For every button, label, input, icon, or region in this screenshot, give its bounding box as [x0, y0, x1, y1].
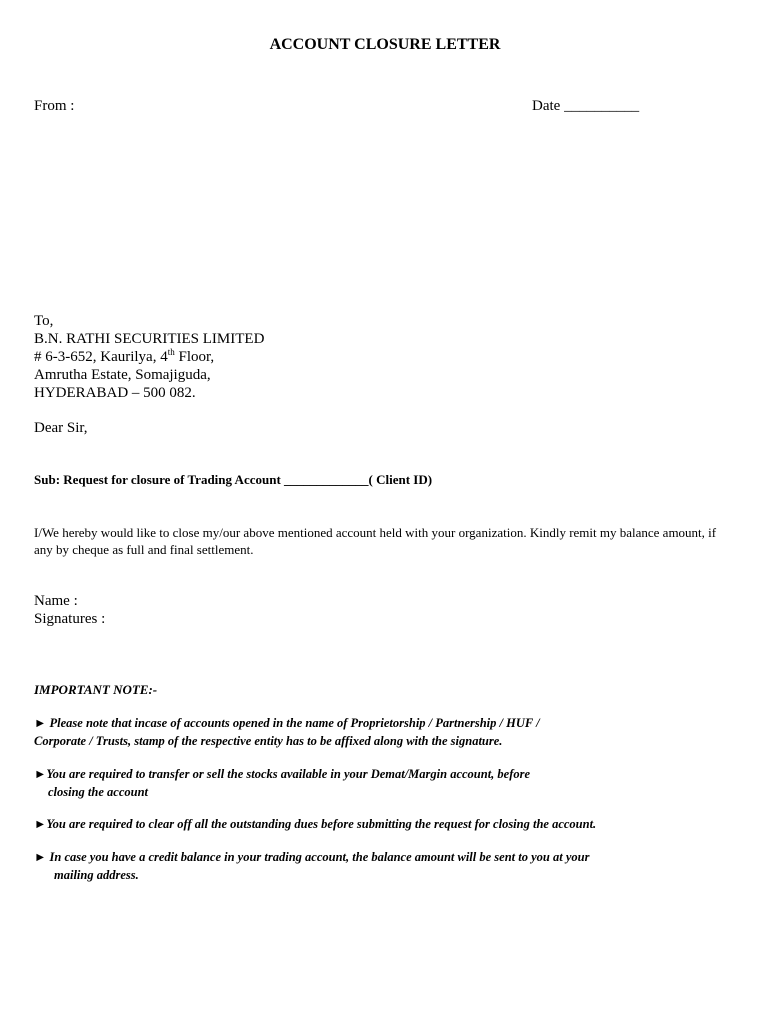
page-title: ACCOUNT CLOSURE LETTER	[269, 36, 501, 53]
note2-line2: closing the account	[48, 785, 149, 799]
note1-line2: Corporate / Trusts, stamp of the respective entity has to be affixed along with the signature.	[34, 734, 503, 748]
name-label: Name :	[34, 593, 78, 609]
signatures-label: Signatures :	[34, 611, 106, 627]
note-item-3: ►You are required to clear off all the outstanding dues before submitting the request for closing the account.	[34, 817, 597, 831]
recipient-address-line2: Amrutha Estate, Somajiguda,	[34, 367, 211, 383]
address-line1-post: Floor,	[174, 349, 215, 365]
recipient-company: B.N. RATHI SECURITIES LIMITED	[34, 331, 265, 347]
address-line1-sup: th	[167, 347, 175, 357]
body-paragraph: I/We hereby would like to close my/our above mentioned account held with your organization. Kindly remit my balance amount, if any by cheque as full and final settlement.	[34, 525, 717, 557]
recipient-to: To,	[34, 313, 54, 329]
note4-line1: ► In case you have a credit balance in your trading account, the balance amount will be sent to you at your	[34, 850, 590, 864]
recipient-address-line3: HYDERABAD – 500 082.	[34, 385, 196, 401]
recipient-address-line1	[34, 348, 214, 366]
note1-line1: ► Please note that incase of accounts opened in the name of Proprietorship / Partnership / HUF /	[34, 716, 540, 730]
note-item-2	[34, 765, 530, 801]
note-item-4	[34, 848, 589, 884]
salutation: Dear Sir,	[34, 420, 88, 436]
address-line1-pre: # 6-3-652, Kaurilya, 4	[34, 349, 168, 365]
date-label: Date __________	[532, 98, 640, 114]
note4-line2: mailing address.	[54, 868, 139, 882]
subject-line: Sub: Request for closure of Trading Account _____________( Client ID)	[34, 472, 433, 487]
from-label: From :	[34, 98, 75, 114]
note2-line1: ►You are required to transfer or sell the stocks available in your Demat/Margin account, before	[34, 767, 531, 781]
note-item-1	[34, 714, 540, 750]
important-note-heading: IMPORTANT NOTE:-	[34, 682, 158, 697]
